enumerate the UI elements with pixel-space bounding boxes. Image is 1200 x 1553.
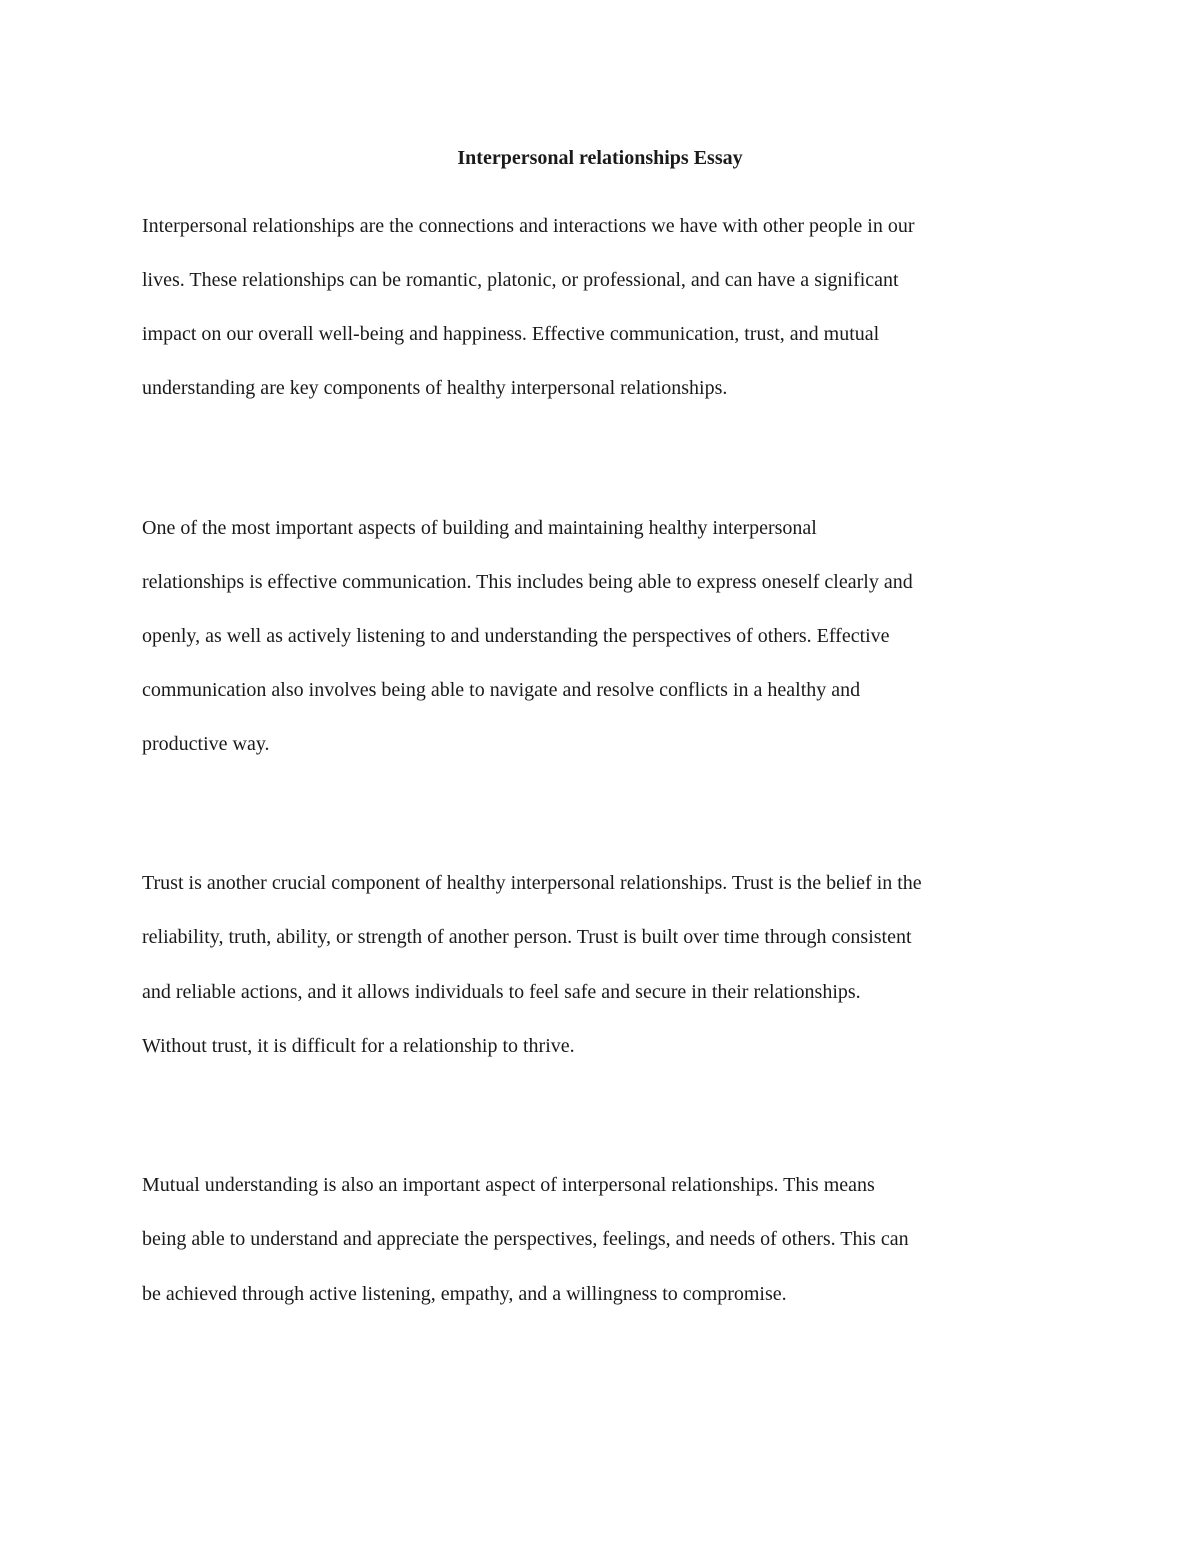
- document-title: Interpersonal relationships Essay: [457, 147, 743, 169]
- paragraph-line: Without trust, it is difficult for a relationship to thrive.: [142, 1035, 575, 1057]
- paragraph-line: Trust is another crucial component of healthy interpersonal relationships. Trust is the belief in the: [142, 872, 922, 894]
- paragraph-line: Interpersonal relationships are the connections and interactions we have with other people in our: [142, 215, 915, 237]
- paragraph-line: One of the most important aspects of building and maintaining healthy interpersonal: [142, 517, 817, 539]
- paragraph-line: be achieved through active listening, empathy, and a willingness to compromise.: [142, 1283, 787, 1305]
- paragraph-line: being able to understand and appreciate the perspectives, feelings, and needs of others. This can: [142, 1228, 909, 1250]
- paragraph-line: relationships is effective communication. This includes being able to express oneself clearly and: [142, 571, 913, 593]
- paragraph-line: lives. These relationships can be romantic, platonic, or professional, and can have a significant: [142, 269, 899, 291]
- paragraph-line: impact on our overall well-being and happiness. Effective communication, trust, and mutual: [142, 323, 880, 345]
- paragraph-line: reliability, truth, ability, or strength of another person. Trust is built over time through consistent: [142, 926, 912, 948]
- paragraph-line: communication also involves being able to navigate and resolve conflicts in a healthy and: [142, 679, 861, 701]
- paragraph-line: productive way.: [142, 733, 270, 755]
- paragraph-line: and reliable actions, and it allows individuals to feel safe and secure in their relationships.: [142, 981, 861, 1003]
- paragraph-line: understanding are key components of healthy interpersonal relationships.: [142, 377, 728, 399]
- paragraph-line: Mutual understanding is also an important aspect of interpersonal relationships. This means: [142, 1174, 875, 1196]
- paragraph-line: openly, as well as actively listening to and understanding the perspectives of others. Effective: [142, 625, 890, 647]
